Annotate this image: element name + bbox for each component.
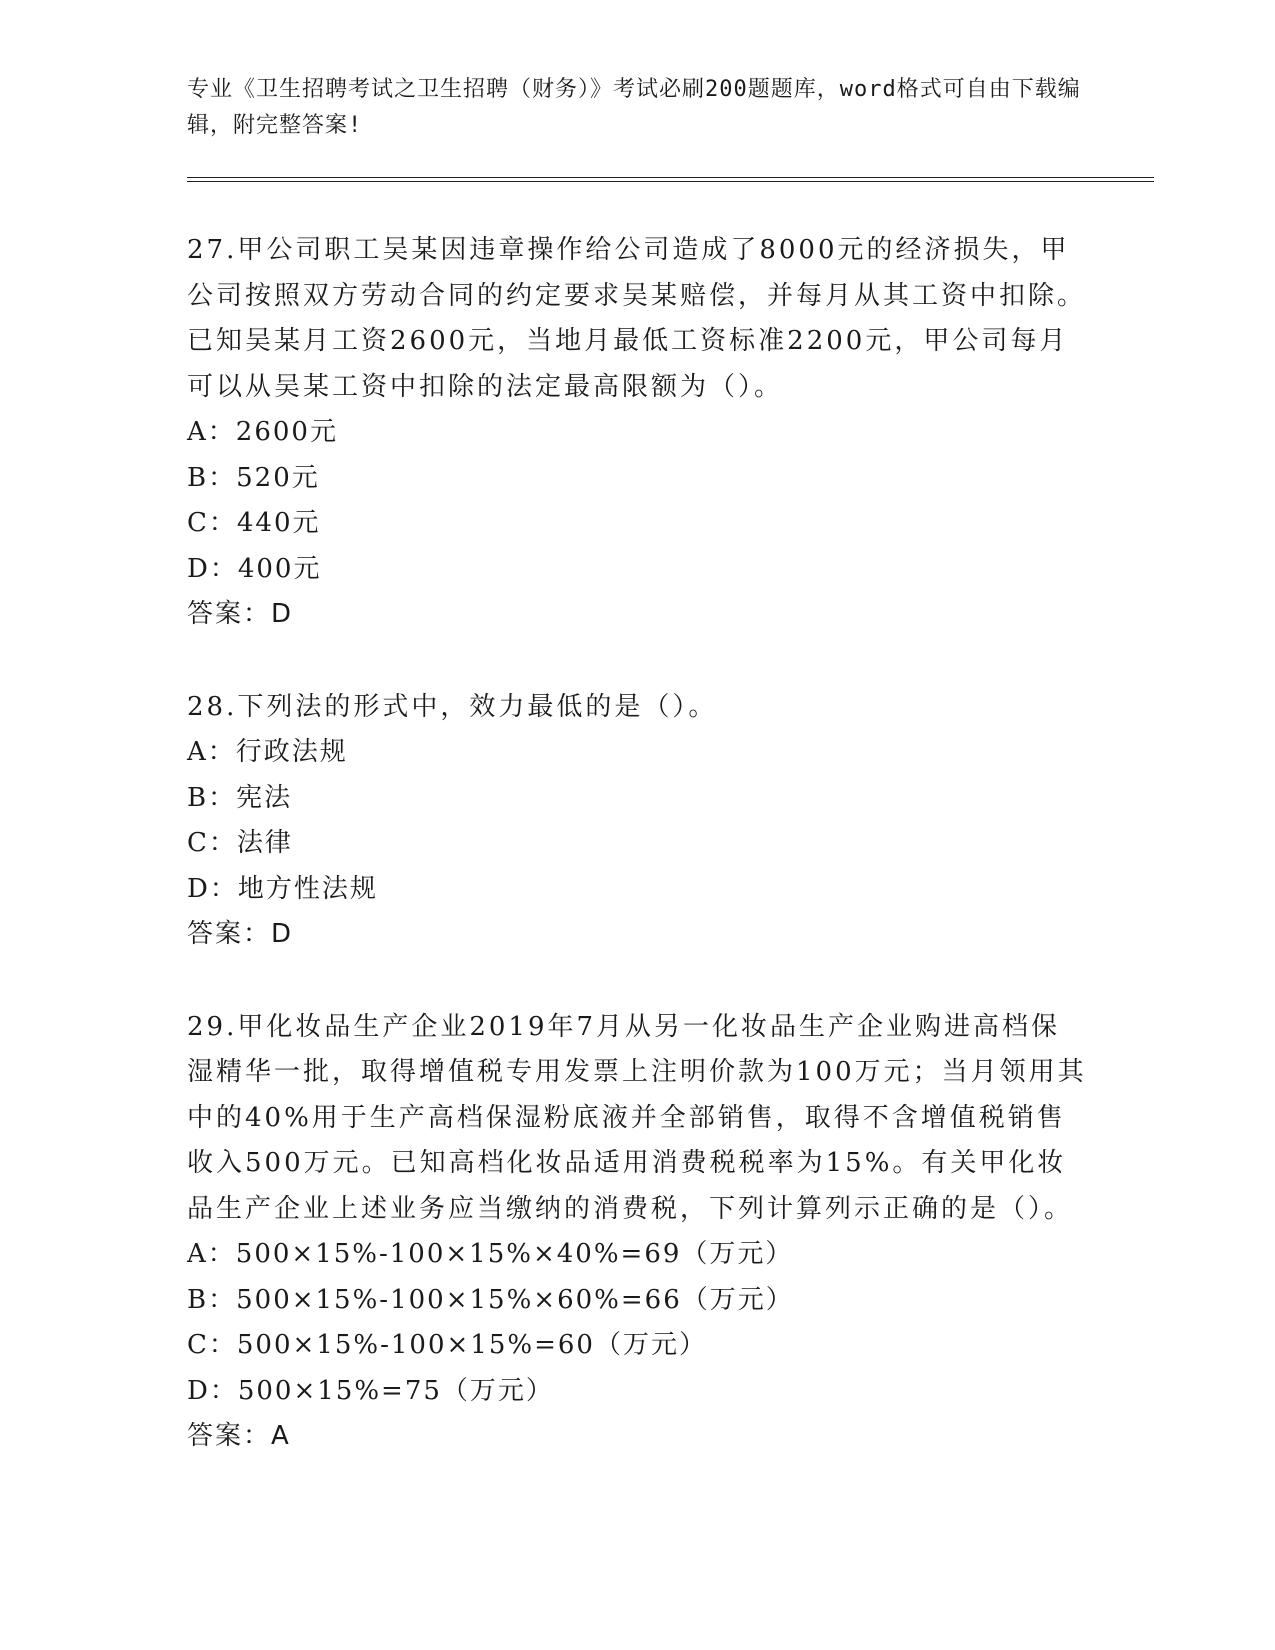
question-27 <box>187 228 1087 638</box>
option-d: D：400元 <box>187 553 322 584</box>
option-d: D：500×15%=75（万元） <box>187 1375 554 1406</box>
option-d: D：地方性法规 <box>187 873 378 904</box>
option-b: B：500×15%-100×15%×60%=66（万元） <box>187 1284 794 1315</box>
question-list <box>187 228 1087 1507</box>
option-a: A：2600元 <box>187 417 338 447</box>
question-stem: 27.甲公司职工吴某因违章操作给公司造成了8000元的经济损失，甲公司按照双方劳动合同的约定要求吴某赔偿，并每月从其工资中扣除。已知吴某月工资2600元，当地月最低工资标准2200元，甲公司每月可以从吴某工资中扣除的法定最高限额为（）。 <box>187 235 1087 402</box>
question-29 <box>187 1005 1087 1460</box>
option-b: B：宪法 <box>187 782 293 813</box>
option-a: A：行政法规 <box>187 737 348 767</box>
answer: 答案：A <box>187 1421 291 1451</box>
question-28 <box>187 685 1087 958</box>
header-divider <box>187 177 1154 182</box>
question-stem: 28.下列法的形式中，效力最低的是（）。 <box>187 691 718 722</box>
document-header: 专业《卫生招聘考试之卫生招聘（财务）》考试必刷200题题库，word格式可自由下载编辑，附完整答案! <box>187 77 1081 138</box>
question-stem: 29.甲化妆品生产企业2019年7月从另一化妆品生产企业购进高档保湿精华一批，取得增值税专用发票上注明价款为100万元；当月领用其中的40%用于生产高档保湿粉底液并全部销售，取得不含增值税销售收入500万元。已知高档化妆品适用消费税税率为15%。有关甲化妆品生产企业上述业务应当缴纳的消费税，下列计算列示正确的是（）。 <box>187 1011 1087 1224</box>
option-c: C：500×15%-100×15%=60（万元） <box>187 1330 707 1360</box>
option-a: A：500×15%-100×15%×40%=69（万元） <box>187 1239 794 1269</box>
option-c: C：440元 <box>187 508 321 538</box>
option-c: C：法律 <box>187 828 293 858</box>
option-b: B：520元 <box>187 462 320 493</box>
answer: 答案：D <box>187 919 294 949</box>
answer: 答案：D <box>187 599 294 629</box>
